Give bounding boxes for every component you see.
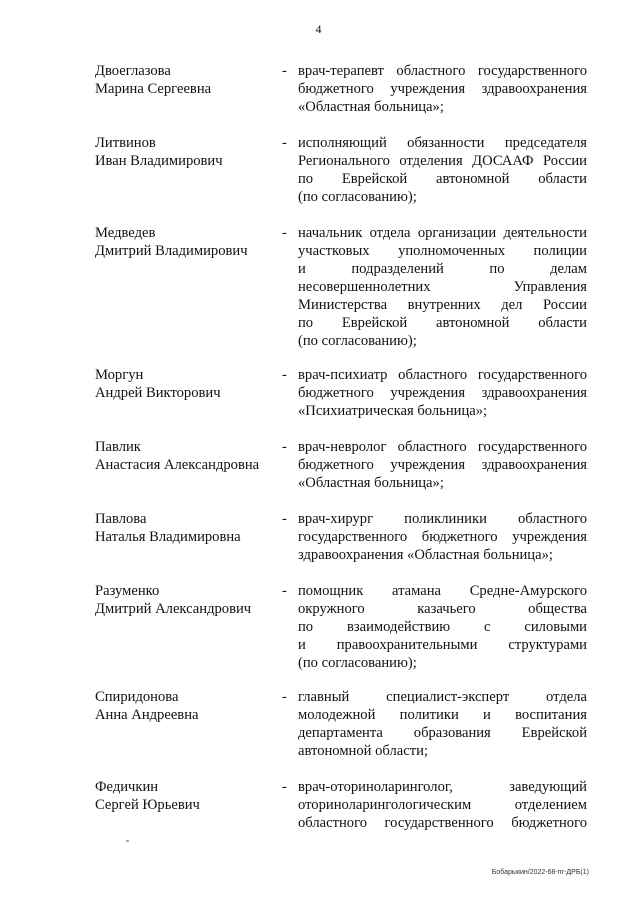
member-position xyxy=(298,134,587,206)
position-line: по Еврейской автономной области xyxy=(298,315,587,331)
position-line: врач-терапевт областного государственного xyxy=(298,63,587,79)
member-name xyxy=(95,366,275,402)
member-name xyxy=(95,510,275,546)
position-line: здравоохранения «Областная больница»; xyxy=(298,547,553,563)
page-number: 4 xyxy=(315,22,322,36)
position-line: бюджетного учреждения здравоохранения xyxy=(298,81,587,97)
position-line: врач-невролог областного государственного xyxy=(298,439,587,455)
member-surname: Медведев xyxy=(95,225,156,241)
member-position xyxy=(298,688,587,760)
member-position xyxy=(298,510,587,564)
position-line: по Еврейской автономной области xyxy=(298,171,587,187)
position-line: окружного казачьего общества xyxy=(298,601,587,617)
position-line: врач-психиатр областного государственного xyxy=(298,367,587,383)
member-surname: Павлова xyxy=(95,511,147,527)
member-given-names: Марина Сергеевна xyxy=(95,81,212,97)
member-name xyxy=(95,134,275,170)
position-line: главный специалист-эксперт отдела xyxy=(298,689,587,705)
member-surname: Разуменко xyxy=(95,583,160,599)
scan-speck xyxy=(126,840,129,842)
position-line: Регионального отделения ДОСААФ России xyxy=(298,153,587,169)
member-surname: Моргун xyxy=(95,367,144,383)
entry-dash: - xyxy=(282,583,287,599)
position-line: молодежной политики и воспитания xyxy=(298,707,587,723)
position-line: начальник отдела организации деятельности xyxy=(298,225,587,241)
position-line: «Психиатрическая больница»; xyxy=(298,403,488,419)
position-line: оториноларингологическим отделением xyxy=(298,797,587,813)
member-given-names: Анастасия Александровна xyxy=(95,457,260,473)
member-name xyxy=(95,62,275,98)
member-position xyxy=(298,62,587,116)
position-line: департамента образования Еврейской xyxy=(298,725,587,741)
member-surname: Литвинов xyxy=(95,135,156,151)
member-surname: Спиридонова xyxy=(95,689,179,705)
position-line: врач-оториноларинголог, заведующий xyxy=(298,779,587,795)
position-line: областного государственного бюджетного xyxy=(298,815,587,831)
member-position xyxy=(298,224,587,350)
position-line: и правоохранительными структурами xyxy=(298,637,587,653)
entry-dash: - xyxy=(282,225,287,241)
position-line: помощник атамана Средне-Амурского xyxy=(298,583,587,599)
entry-dash: - xyxy=(282,367,287,383)
member-position xyxy=(298,366,587,420)
position-line: «Областная больница»; xyxy=(298,99,444,115)
member-surname: Федичкин xyxy=(95,779,159,795)
position-line: бюджетного учреждения здравоохранения xyxy=(298,385,587,401)
document-code: Бобарыкин/2022-68-пг-ДРБ(1) xyxy=(491,869,589,876)
position-line: Министерства внутренних дел России xyxy=(298,297,587,313)
entry-dash: - xyxy=(282,63,287,79)
entry-dash: - xyxy=(282,135,287,151)
member-position xyxy=(298,438,587,492)
member-given-names: Анна Андреевна xyxy=(95,707,199,723)
position-line: несовершеннолетних Управления xyxy=(298,279,587,295)
entry-dash: - xyxy=(282,439,287,455)
member-name xyxy=(95,582,275,618)
member-given-names: Андрей Викторович xyxy=(95,385,221,401)
position-line: и подразделений по делам xyxy=(298,261,587,277)
position-line: государственного бюджетного учреждения xyxy=(298,529,587,545)
entry-dash: - xyxy=(282,511,287,527)
member-given-names: Сергей Юрьевич xyxy=(95,797,200,813)
position-line: автономной области; xyxy=(298,743,428,759)
member-position xyxy=(298,582,587,672)
member-name xyxy=(95,224,275,260)
member-surname: Павлик xyxy=(95,439,141,455)
member-given-names: Дмитрий Владимирович xyxy=(95,243,248,259)
member-name xyxy=(95,438,275,474)
member-given-names: Наталья Владимировна xyxy=(95,529,241,545)
member-name xyxy=(95,688,275,724)
member-given-names: Иван Владимирович xyxy=(95,153,223,169)
position-line: бюджетного учреждения здравоохранения xyxy=(298,457,587,473)
position-line: (по согласованию); xyxy=(298,189,417,205)
position-line: по взаимодействию с силовыми xyxy=(298,619,587,635)
position-line: (по согласованию); xyxy=(298,655,417,671)
position-line: участковых уполномоченных полиции xyxy=(298,243,587,259)
member-surname: Двоеглазова xyxy=(95,63,171,79)
member-position xyxy=(298,778,587,832)
position-line: «Областная больница»; xyxy=(298,475,444,491)
entry-dash: - xyxy=(282,779,287,795)
position-line: врач-хирург поликлиники областного xyxy=(298,511,587,527)
entry-dash: - xyxy=(282,689,287,705)
member-name xyxy=(95,778,275,814)
position-line: исполняющий обязанности председателя xyxy=(298,135,587,151)
position-line: (по согласованию); xyxy=(298,333,417,349)
member-given-names: Дмитрий Александрович xyxy=(95,601,252,617)
